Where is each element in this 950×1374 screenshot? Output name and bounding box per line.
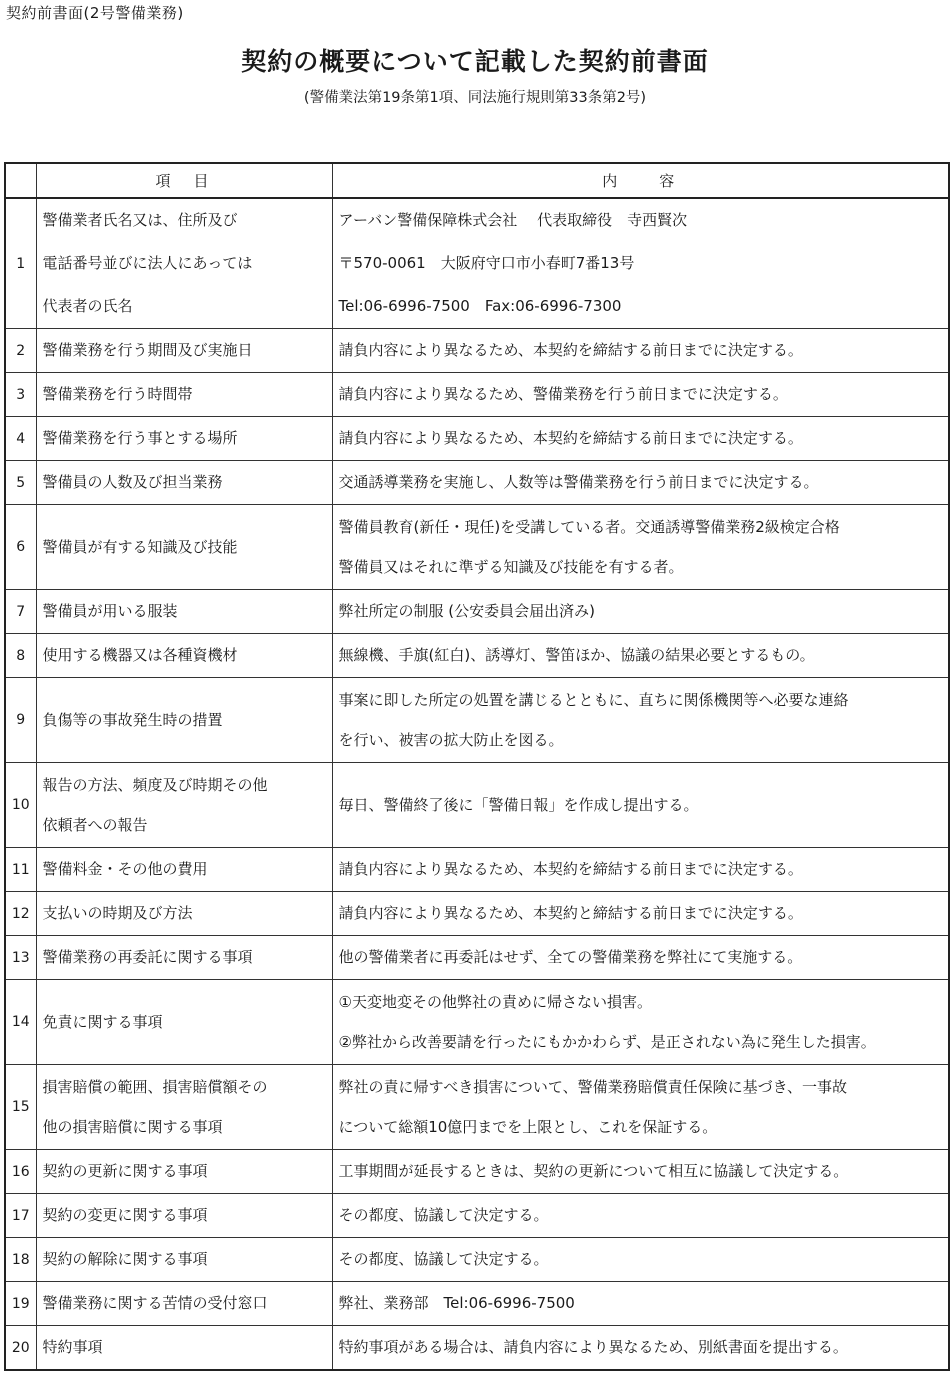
content-text-line: 無線機、手旗(紅白)、誘導灯、警笛ほか、協議の結果必要とするもの。	[338, 646, 815, 664]
item-text-line: 警備業務を行う期間及び実施日	[42, 341, 253, 359]
contract-summary-table	[4, 162, 950, 1371]
table-row	[5, 1194, 949, 1238]
table-row	[5, 1326, 949, 1371]
row-content-cell	[332, 1065, 949, 1150]
table-row	[5, 1065, 949, 1150]
table-row	[5, 373, 949, 417]
row-number: 2	[5, 329, 36, 373]
row-item-cell	[36, 1282, 332, 1326]
row-item-cell	[36, 848, 332, 892]
table-row	[5, 329, 949, 373]
content-text-line: 警備員教育(新任・現任)を受講している者。交通誘導警備業務2級検定合格	[338, 518, 840, 536]
item-text-line: 警備業務を行う事とする場所	[42, 429, 238, 447]
row-number: 1	[5, 198, 36, 329]
content-text-line: ②弊社から改善要請を行ったにもかかわらず、是正されない為に発生した損害。	[338, 1033, 876, 1051]
row-item-cell	[36, 634, 332, 678]
table-row	[5, 980, 949, 1065]
row-number: 6	[5, 505, 36, 590]
content-text-line: その都度、協議して決定する。	[338, 1250, 549, 1268]
table-row	[5, 848, 949, 892]
content-text-line: 弊社所定の制服 (公安委員会届出済み)	[338, 602, 595, 620]
item-text-line: 他の損害賠償に関する事項	[42, 1118, 223, 1136]
row-content-cell	[332, 892, 949, 936]
row-number: 20	[5, 1326, 36, 1371]
item-text-line: 警備員の人数及び担当業務	[42, 473, 223, 491]
item-text-line: 特約事項	[42, 1338, 103, 1356]
table-row	[5, 892, 949, 936]
row-item-cell	[36, 461, 332, 505]
item-text-line: 使用する機器又は各種資機材	[42, 646, 238, 664]
item-text-line: 支払いの時期及び方法	[42, 904, 193, 922]
row-number: 8	[5, 634, 36, 678]
row-item-cell	[36, 373, 332, 417]
header-no-cell	[5, 163, 36, 198]
table-row	[5, 505, 949, 590]
row-content-cell	[332, 505, 949, 590]
row-item-cell	[36, 980, 332, 1065]
document-subtitle: (警備業法第19条第1項、同法施行規則第33条第2号)	[303, 90, 647, 106]
item-text-line: 依頼者への報告	[42, 816, 148, 834]
item-text-line: 契約の変更に関する事項	[42, 1206, 208, 1224]
row-number: 7	[5, 590, 36, 634]
row-number: 10	[5, 763, 36, 848]
row-content-cell	[332, 373, 949, 417]
content-text-line: アーバン警備保障株式会社 代表取締役 寺西賢次	[338, 211, 688, 229]
row-item-cell	[36, 936, 332, 980]
table-row	[5, 1238, 949, 1282]
row-content-cell	[332, 590, 949, 634]
row-item-cell	[36, 198, 332, 329]
row-content-cell	[332, 848, 949, 892]
row-content-cell	[332, 1150, 949, 1194]
item-text-line: 契約の更新に関する事項	[42, 1162, 208, 1180]
content-text-line: 〒570-0061 大阪府守口市小春町7番13号	[338, 254, 635, 272]
document-form-label: 契約前書面(2号警備業務)	[6, 4, 184, 22]
row-number: 3	[5, 373, 36, 417]
content-text-line: 交通誘導業務を実施し、人数等は警備業務を行う前日までに決定する。	[338, 473, 819, 491]
row-content-cell	[332, 1326, 949, 1371]
table-row	[5, 1150, 949, 1194]
item-text-line: 免責に関する事項	[42, 1013, 163, 1031]
row-content-cell	[332, 936, 949, 980]
item-text-line: 警備業務に関する苦情の受付窓口	[42, 1294, 268, 1312]
table-row	[5, 590, 949, 634]
row-number: 17	[5, 1194, 36, 1238]
item-text-line: 報告の方法、頻度及び時期その他	[42, 776, 268, 794]
item-text-line: 損害賠償の範囲、損害賠償額その	[42, 1078, 268, 1096]
item-text-line: 警備業者氏名又は、住所及び	[42, 211, 238, 229]
row-item-cell	[36, 1238, 332, 1282]
content-text-line: 他の警備業者に再委託はせず、全ての警備業務を弊社にて実施する。	[338, 948, 803, 966]
content-text-line: 警備員又はそれに準ずる知識及び技能を有する者。	[338, 558, 684, 576]
table-row	[5, 461, 949, 505]
row-number: 12	[5, 892, 36, 936]
item-text-line: 警備員が有する知識及び技能	[42, 538, 238, 556]
content-text-line: 毎日、警備終了後に「警備日報」を作成し提出する。	[338, 796, 699, 814]
row-number: 15	[5, 1065, 36, 1150]
row-content-cell	[332, 1238, 949, 1282]
row-content-cell	[332, 461, 949, 505]
item-text-line: 負傷等の事故発生時の措置	[42, 711, 223, 729]
row-item-cell	[36, 1065, 332, 1150]
row-number: 19	[5, 1282, 36, 1326]
content-text-line: 弊社、業務部 Tel:06-6996-7500	[338, 1294, 575, 1312]
table-header-row	[5, 163, 949, 198]
row-content-cell	[332, 1194, 949, 1238]
row-content-cell	[332, 198, 949, 329]
table-row	[5, 634, 949, 678]
content-text-line: 請負内容により異なるため、警備業務を行う前日までに決定する。	[338, 385, 788, 403]
row-content-cell	[332, 329, 949, 373]
row-number: 11	[5, 848, 36, 892]
row-number: 5	[5, 461, 36, 505]
row-content-cell	[332, 417, 949, 461]
row-content-cell	[332, 763, 949, 848]
content-text-line: 工事期間が延長するときは、契約の更新について相互に協議して決定する。	[338, 1162, 849, 1180]
content-text-line: 請負内容により異なるため、本契約を締結する前日までに決定する。	[338, 341, 803, 359]
row-item-cell	[36, 1194, 332, 1238]
row-content-cell	[332, 678, 949, 763]
row-item-cell	[36, 678, 332, 763]
content-text-line: 事案に即した所定の処置を講じるとともに、直ちに関係機関等へ必要な連絡	[338, 691, 849, 709]
row-item-cell	[36, 417, 332, 461]
content-text-line: 請負内容により異なるため、本契約を締結する前日までに決定する。	[338, 860, 803, 878]
content-text-line: 弊社の責に帰すべき損害について、警備業務賠償責任保険に基づき、一事故	[338, 1078, 848, 1096]
row-content-cell	[332, 634, 949, 678]
row-item-cell	[36, 1150, 332, 1194]
header-item-cell: 項 目	[36, 163, 332, 198]
header-content-cell: 内 容	[332, 163, 949, 198]
table-row	[5, 1282, 949, 1326]
row-item-cell	[36, 1326, 332, 1371]
row-item-cell	[36, 763, 332, 848]
content-text-line: 請負内容により異なるため、本契約を締結する前日までに決定する。	[338, 429, 803, 447]
item-text-line: 警備業務の再委託に関する事項	[42, 948, 253, 966]
item-text-line: 電話番号並びに法人にあっては	[42, 254, 253, 272]
row-item-cell	[36, 329, 332, 373]
item-text-line: 代表者の氏名	[42, 297, 133, 315]
table-row	[5, 678, 949, 763]
row-item-cell	[36, 892, 332, 936]
row-number: 18	[5, 1238, 36, 1282]
content-text-line: について総額10億円までを上限とし、これを保証する。	[338, 1118, 718, 1136]
item-text-line: 警備員が用いる服装	[42, 602, 178, 620]
row-item-cell	[36, 505, 332, 590]
item-text-line: 警備料金・その他の費用	[42, 860, 208, 878]
row-item-cell	[36, 590, 332, 634]
content-text-line: を行い、被害の拡大防止を図る。	[338, 731, 564, 749]
row-number: 14	[5, 980, 36, 1065]
row-number: 4	[5, 417, 36, 461]
content-text-line: ①天変地変その他弊社の責めに帰さない損害。	[338, 993, 652, 1011]
content-text-line: Tel:06-6996-7500 Fax:06-6996-7300	[338, 297, 622, 315]
content-text-line: その都度、協議して決定する。	[338, 1206, 549, 1224]
content-text-line: 特約事項がある場合は、請負内容により異なるため、別紙書面を提出する。	[338, 1338, 848, 1356]
table-row	[5, 198, 949, 329]
row-content-cell	[332, 1282, 949, 1326]
content-text-line: 請負内容により異なるため、本契約と締結する前日までに決定する。	[338, 904, 803, 922]
table-row	[5, 936, 949, 980]
row-number: 13	[5, 936, 36, 980]
document-title: 契約の概要について記載した契約前書面	[241, 47, 709, 76]
table-row	[5, 417, 949, 461]
item-text-line: 契約の解除に関する事項	[42, 1250, 208, 1268]
table-row	[5, 763, 949, 848]
row-number: 9	[5, 678, 36, 763]
item-text-line: 警備業務を行う時間帯	[42, 385, 193, 403]
row-number: 16	[5, 1150, 36, 1194]
row-content-cell	[332, 980, 949, 1065]
